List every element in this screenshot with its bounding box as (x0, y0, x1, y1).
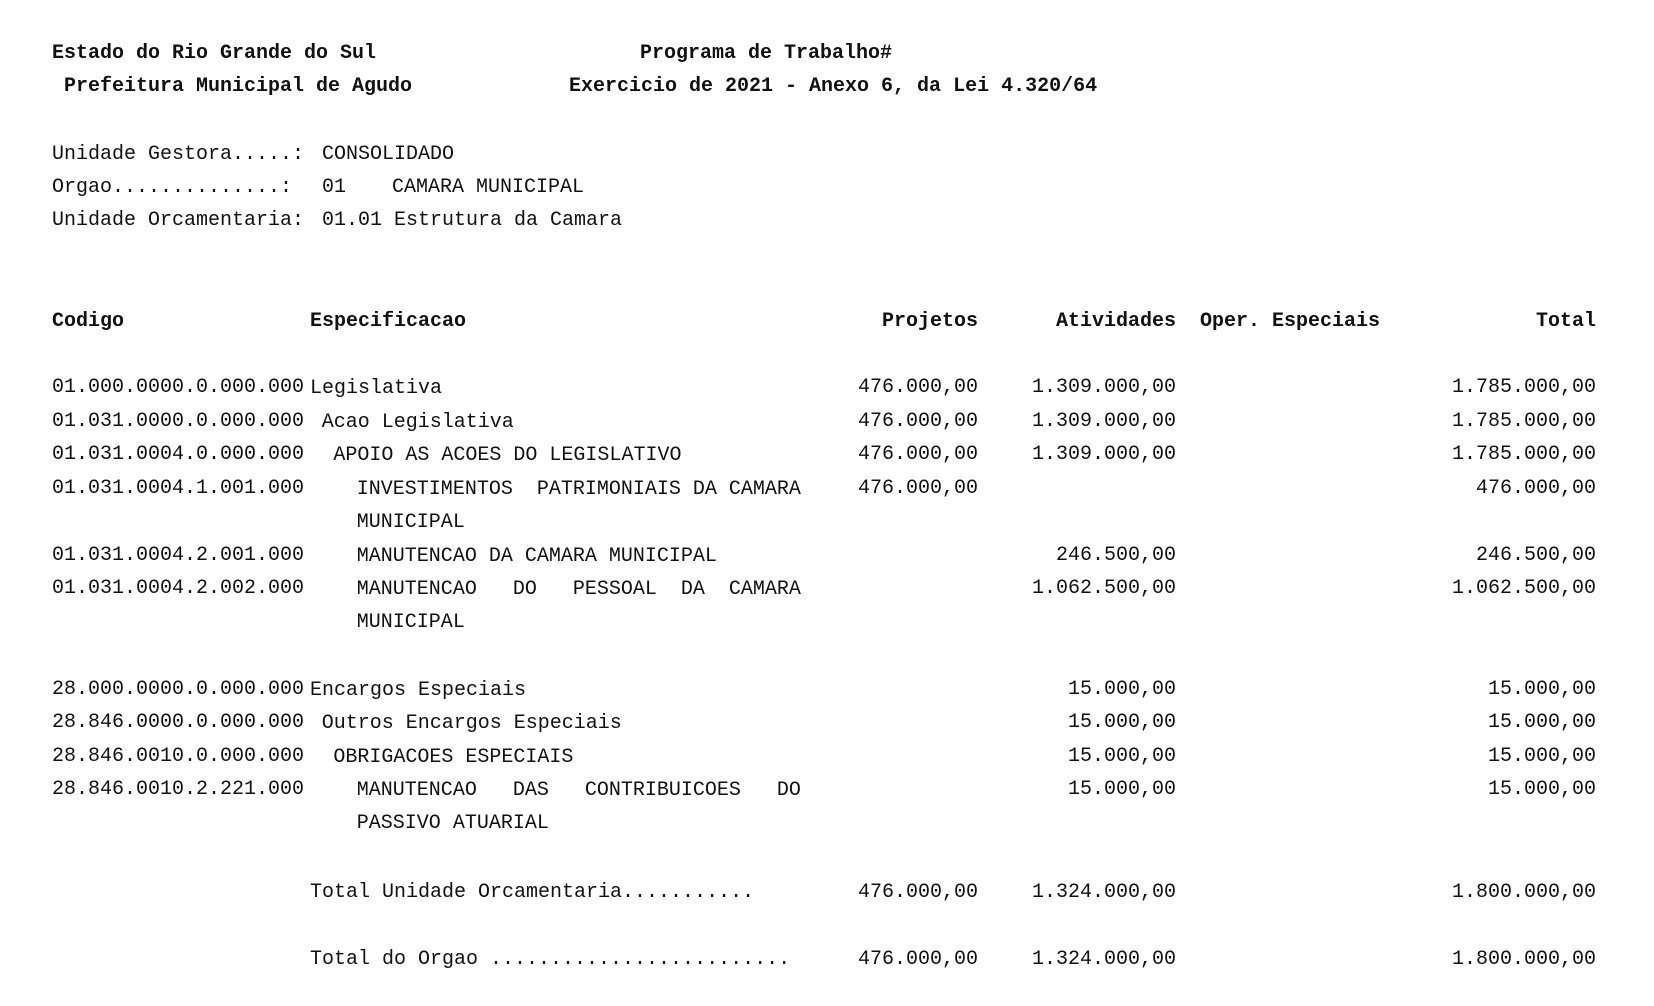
column-header-especificacao: Especificacao (310, 310, 467, 333)
row-code: 01.031.0004.0.000.000 (52, 443, 305, 466)
table-row (0, 777, 1654, 835)
unidade-orcamentaria-value: 01.01 Estrutura da Camara (322, 209, 623, 232)
row-especificacao (310, 674, 810, 707)
row-especificacao (310, 473, 857, 539)
total-orgao-atividades: 1.324.000,00 (1031, 948, 1176, 971)
column-header-codigo: Codigo (52, 310, 125, 333)
table-row (0, 576, 1654, 634)
unidade-gestora-label: Unidade Gestora.....: (52, 143, 305, 166)
row-code: 01.031.0004.1.001.000 (52, 476, 305, 500)
row-total: 1.785.000,00 (1451, 376, 1596, 399)
row-total: 476.000,00 (1475, 476, 1596, 500)
row-atividades: 15.000,00 (1067, 677, 1176, 701)
total-orgao-projetos: 476.000,00 (857, 948, 978, 971)
row-especificacao (310, 573, 857, 639)
row-projetos: 476.000,00 (857, 476, 978, 500)
column-header-projetos: Projetos (881, 310, 978, 333)
especificacao-line: INVESTIMENTOS PATRIMONIAIS DA CAMARA (356, 477, 801, 501)
row-code: 01.031.0000.0.000.000 (52, 409, 305, 433)
orgao-code: 01 (322, 176, 347, 199)
especificacao-line: Encargos Especiais (310, 678, 527, 702)
row-atividades: 1.309.000,00 (1031, 409, 1176, 433)
column-header-atividades: Atividades (1055, 310, 1176, 333)
row-atividades: 246.500,00 (1055, 543, 1176, 567)
row-atividades: 1.309.000,00 (1031, 376, 1176, 399)
table-row (0, 744, 1654, 777)
especificacao-line: MUNICIPAL (356, 611, 465, 634)
row-total: 1.062.500,00 (1451, 577, 1596, 600)
table-row (0, 375, 1654, 408)
row-total: 15.000,00 (1487, 711, 1596, 734)
especificacao-line: APOIO AS ACOES DO LEGISLATIVO (333, 444, 682, 467)
total-uo-atividades: 1.324.000,00 (1031, 881, 1176, 904)
row-code: 28.846.0010.0.000.000 (52, 744, 305, 768)
program-title: Programa de Trabalho# (640, 42, 893, 65)
row-code: 28.846.0010.2.221.000 (52, 778, 305, 801)
row-especificacao (310, 707, 822, 740)
row-total: 1.785.000,00 (1451, 409, 1596, 433)
unidade-orcamentaria-label: Unidade Orcamentaria: (52, 209, 305, 232)
table-row (0, 476, 1654, 534)
row-especificacao (310, 406, 822, 439)
row-code: 01.000.0000.0.000.000 (52, 376, 305, 399)
total-orgao-total: 1.800.000,00 (1451, 948, 1596, 971)
row-total: 15.000,00 (1487, 677, 1596, 701)
especificacao-line: Acao Legislativa (321, 410, 514, 434)
row-atividades: 15.000,00 (1067, 778, 1176, 801)
row-especificacao (310, 741, 833, 774)
row-total: 1.785.000,00 (1451, 443, 1596, 466)
column-header-oper-especiais: Oper. Especiais (1200, 310, 1381, 333)
table-row (0, 677, 1654, 710)
row-especificacao (310, 372, 810, 405)
especificacao-line: MANUTENCAO DA CAMARA MUNICIPAL (356, 544, 717, 568)
row-projetos: 476.000,00 (857, 409, 978, 433)
exercise-title: Exercicio de 2021 - Anexo 6, da Lei 4.320/64 (569, 75, 1098, 98)
row-total: 246.500,00 (1475, 543, 1596, 567)
table-row (0, 543, 1654, 576)
row-total: 15.000,00 (1487, 778, 1596, 801)
row-code: 28.846.0000.0.000.000 (52, 711, 305, 734)
especificacao-line: OBRIGACOES ESPECIAIS (333, 745, 574, 769)
row-projetos: 476.000,00 (857, 376, 978, 399)
especificacao-line: Outros Encargos Especiais (321, 712, 622, 735)
row-projetos: 476.000,00 (857, 443, 978, 466)
table-row (0, 409, 1654, 442)
total-uo-projetos: 476.000,00 (857, 881, 978, 904)
municipality-name: Prefeitura Municipal de Agudo (64, 75, 413, 98)
especificacao-line: MANUTENCAO DAS CONTRIBUICOES DO (356, 779, 801, 802)
row-total: 15.000,00 (1487, 744, 1596, 768)
total-uo-label: Total Unidade Orcamentaria........... (310, 881, 755, 904)
state-name: Estado do Rio Grande do Sul (52, 42, 377, 65)
column-header-total: Total (1535, 310, 1596, 333)
orgao-label: Orgao..............: (52, 176, 293, 199)
especificacao-line: Legislativa (310, 377, 443, 400)
table-row (0, 710, 1654, 743)
row-atividades: 15.000,00 (1067, 744, 1176, 768)
total-orgao-label: Total do Orgao ......................... (310, 948, 791, 971)
unidade-gestora-value: CONSOLIDADO (322, 143, 455, 166)
row-atividades: 15.000,00 (1067, 711, 1176, 734)
especificacao-line: MUNICIPAL (356, 510, 465, 534)
row-code: 01.031.0004.2.002.000 (52, 577, 305, 600)
especificacao-line: PASSIVO ATUARIAL (356, 812, 549, 835)
row-especificacao (310, 439, 833, 472)
row-code: 01.031.0004.2.001.000 (52, 543, 305, 567)
row-code: 28.000.0000.0.000.000 (52, 677, 305, 701)
total-uo-total: 1.800.000,00 (1451, 881, 1596, 904)
row-atividades: 1.062.500,00 (1031, 577, 1176, 600)
especificacao-line: MANUTENCAO DO PESSOAL DA CAMARA (356, 578, 801, 601)
row-especificacao (310, 774, 857, 840)
row-especificacao (310, 540, 857, 573)
orgao-name: CAMARA MUNICIPAL (392, 176, 585, 199)
row-atividades: 1.309.000,00 (1031, 443, 1176, 466)
table-row (0, 442, 1654, 475)
